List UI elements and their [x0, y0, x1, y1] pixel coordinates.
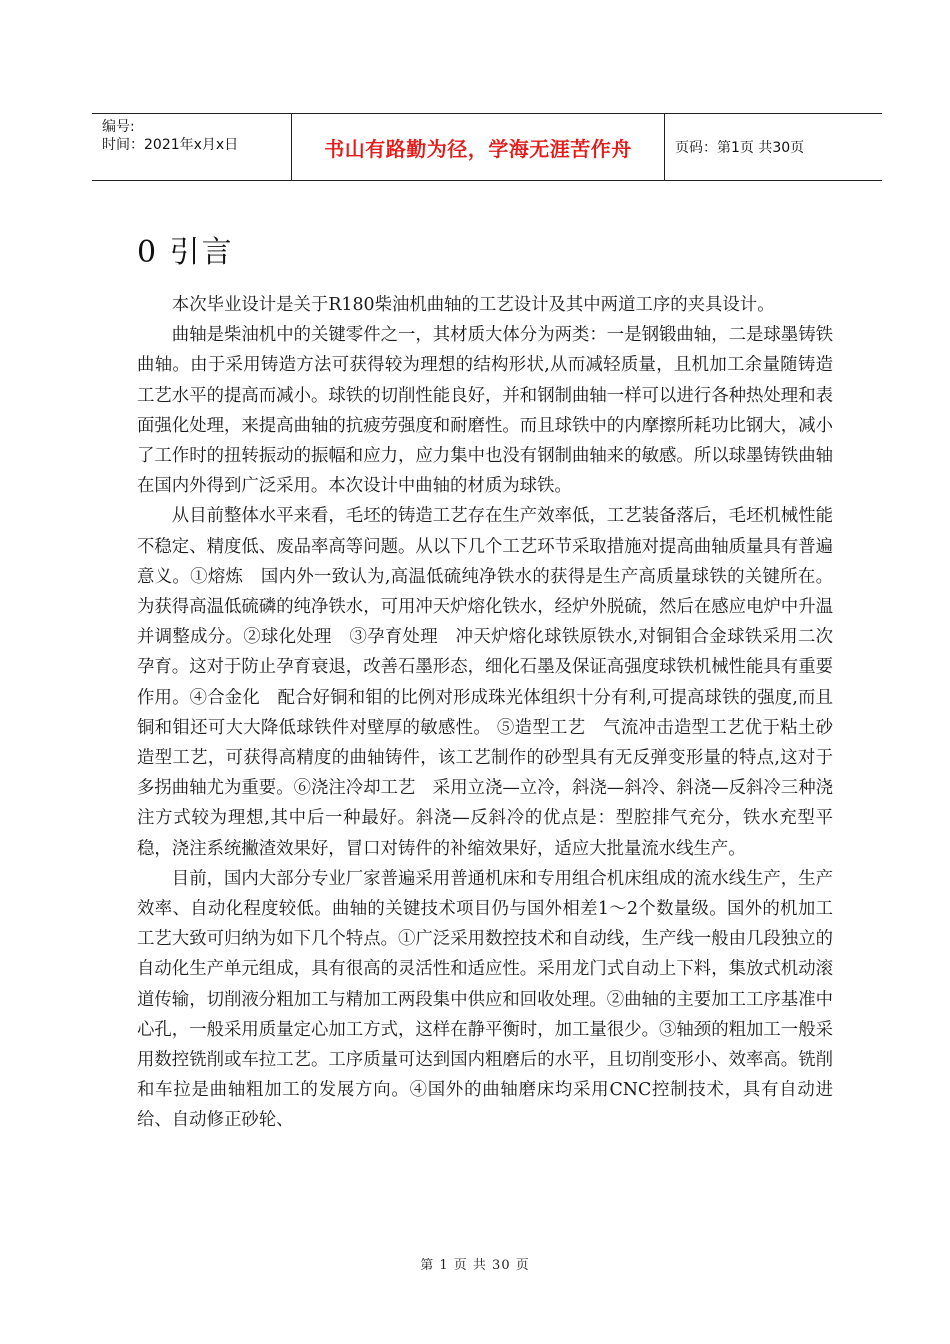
page-info: 页码：第1页 共30页: [675, 140, 805, 156]
paragraph: 从目前整体水平来看，毛坯的铸造工艺存在生产效率低，工艺装备落后，毛坯机械性能不稳定、精度低、废品率高等问题。从以下几个工艺环节采取措施对提高曲轴质量具有普遍意义。①熔炼 国内外一致认为,高温低硫纯净铁水的获得是生产高质量球铁的关键所在。为获得高温低硫磷的纯净铁水，可用冲天炉熔化铁水，经炉外脱硫，然后在感应电炉中升温并调整成分。②球化处理 ③孕育处理 冲天炉熔化球铁原铁水,对铜钼合金球铁采用二次孕育。这对于防止孕育衰退，改善石墨形态，细化石墨及保证高强度球铁机械性能具有重要作用。④合金化 配合好铜和钼的比例对形成珠光体组织十分有利,可提高球铁的强度,而且铜和钼还可大大降低球铁件对壁厚的敏感性。 ⑤造型工艺 气流冲击造型工艺优于粘土砂造型工艺，可获得高精度的曲轴铸件，该工艺制作的砂型具有无反弹变形量的特点,这对于多拐曲轴尤为重要。⑥浇注冷却工艺 采用立浇—立冷，斜浇—斜冷、斜浇—反斜冷三种浇注方式较为理想,其中后一种最好。斜浇—反斜冷的优点是：型腔排气充分，铁水充型平稳，浇注系统撇渣效果好，冒口对铸件的补缩效果好，适应大批量流水线生产。: [137, 506, 833, 859]
page-footer: 第 1 页 共 30 页: [420, 1258, 530, 1273]
date-label: 时间：2021年x月x日: [102, 137, 239, 153]
header-left-cell: [92, 114, 292, 180]
section-title: 0 引言: [137, 235, 234, 270]
paragraph: 目前，国内大部分专业厂家普遍采用普通机床和专用组合机床组成的流水线生产，生产效率、自动化程度较低。曲轴的关键技术项目仍与国外相差1～2个数量级。国外的机加工工艺大致可归纳为如下几个特点。①广泛采用数控技术和自动线，生产线一般由几段独立的自动化生产单元组成，具有很高的灵活性和适应性。采用龙门式自动上下料，集放式机动滚道传输，切削液分粗加工与精加工两段集中供应和回收处理。②曲轴的主要加工工序基准中心孔，一般采用质量定心加工方式，这样在静平衡时，加工量很少。③轴颈的粗加工一般采用数控铣削或车拉工艺。工序质量可达到国内粗磨后的水平，且切削变形小、效率高。铣削和车拉是曲轴粗加工的发展方向。④国外的曲轴磨床均采用CNC控制技术，具有自动进给、自动修正砂轮、: [137, 868, 833, 1131]
paragraph: 曲轴是柴油机中的关键零件之一，其材质大体分为两类：一是钢锻曲轴，二是球墨铸铁曲轴。由于采用铸造方法可获得较为理想的结构形状,从而减轻质量，且机加工余量随铸造工艺水平的提高而减小。球铁的切削性能良好，并和钢制曲轴一样可以进行各种热处理和表面强化处理，来提高曲轴的抗疲劳强度和耐磨性。而且球铁中的内摩擦所耗功比钢大，减小了工作时的扭转振动的振幅和应力，应力集中也没有钢制曲轴来的敏感。所以球墨铸铁曲轴在国内外得到广泛采用。本次设计中曲轴的材质为球铁。: [137, 325, 833, 497]
number-label: 编号:: [102, 119, 135, 135]
body-text: [137, 290, 833, 1136]
motto: 书山有路勤为径，学海无涯苦作舟: [292, 114, 665, 180]
paragraph: 本次毕业设计是关于R180柴油机曲轴的工艺设计及其中两道工序的夹具设计。: [171, 295, 775, 315]
header-table: [92, 113, 882, 181]
